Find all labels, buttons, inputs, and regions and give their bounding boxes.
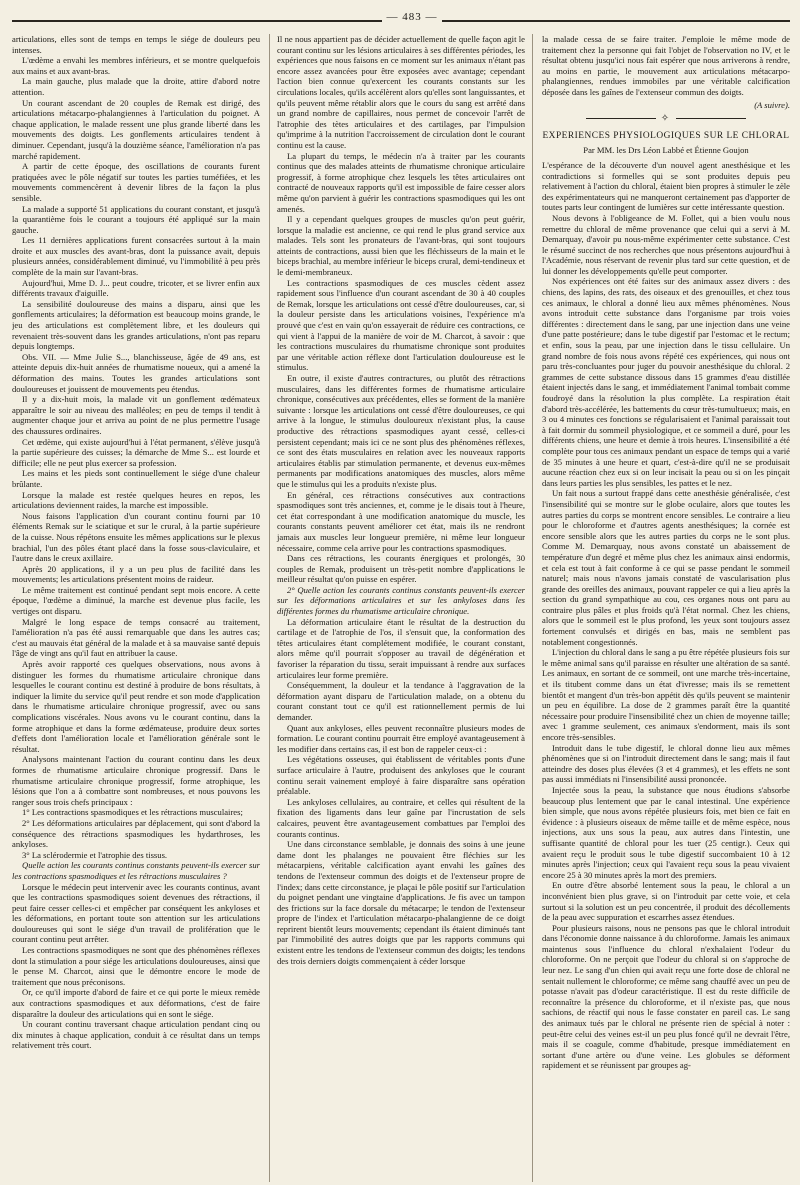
paragraph: La sensibilité douloureuse des mains a disparu, ainsi que les gonflements articulaires; la déformation est beaucoup moins grande, le jeu des articulations est complètement libre, et les douleurs qui revenaient très-souvent dans les grandes articulations, n'ont pas reparu depuis longtemps. — [12, 298, 260, 352]
paragraph: Malgré le long espace de temps consacré au traitement, l'amélioration n'a pas été aussi remarquable que dans les autres cas; c'est au mauvais état général de la malade et à sa mauvaise santé depuis l'âge de vingt ans qu'il faut en attribuer la cause. — [12, 616, 260, 659]
paragraph: Aujourd'hui, Mme D. J... peut coudre, tricoter, et se livrer enfin aux différents travaux d'aiguille. — [12, 277, 260, 299]
paragraph: Il ne nous appartient pas de décider actuellement de quelle façon agit le courant continu sur les lésions articulaires à ses différentes périodes, les expériences que nous faisons en ce moment sur les animaux n'étant pas encore assez avancées pour être exposées avec avantage; cependant l'action bien connue qu'exercent les courants constants sur les circulations locales, qu'ils accélèrent alors qu'elles sont languissantes, et qu'ils peuvent même rétablir alors que le cours du sang est arrêté dans un grand nombre de capillaires, nous permet de concevoir l'arrêt de l'atrophie des tètes articulaires et des cartilages, par l'impulsion qu'imprime à la nutrition l'accroissement de circulation dont le courant continu est la cause. — [277, 34, 525, 150]
paragraph: Obs. VII. — Mme Julie S..., blanchisseuse, âgée de 49 ans, est atteinte depuis dix-huit années de rhumatisme noueux, qui a amené la déformation des mains. Toutes les grandes articulations sont douloureuses et jouissent de mouvements peu étendus. — [12, 351, 260, 394]
paragraph: L'espérance de la découverte d'un nouvel agent anesthésique et les contradictions si formelles qui se sont produites depuis peu relativement à l'action du chloral, étaient bien propres à stimuler le zèle des expérimentateurs qui ne manqueront certainement pas d'apporter de toutes parts leur contingent de lumières sur cette intéressante question. — [542, 159, 790, 213]
paragraph: 3° La sclérodermie et l'atrophie des tissus. — [22, 849, 168, 860]
paragraph: Il y a dix-huit mois, la malade vit un gonflement œdémateux apparaître le soir au niveau des malléoles; en peu de temps il tendit à augmenter chaque jour et arriva au point de ne plus permettre l'usage des chaussures ordinaires. — [12, 394, 260, 436]
paragraph: 2° Les déformations articulaires par déplacement, qui sont d'abord la conséquence des rétractions spasmodiques les hydarthroses, les ankyloses. — [12, 817, 260, 850]
to-be-continued: (A suivre). — [754, 99, 790, 110]
paragraph: L'injection du chloral dans le sang a pu être répétée plusieurs fois sur le même animal sans qu'il paraisse en résulter une altération de sa santé. Les animaux, en sortant de ce sommeil, ont une marche très-incertaine, et ils titubent comme dans un état d'ivresse; mais ils se remettent bientôt et mangent d'un très-bon appétit dès qu'ils peuvent se maintenir un peu en équilibre. La dose de 2 grammes paraît être la quantité nécessaire pour produire l'insensibilité chez un chien de moyenne taille; avec 1 gramme seulement, ces animaux s'endorment, mais ils sont encore très-sensibles. — [542, 647, 790, 742]
paragraph: Les ankyloses cellulaires, au contraire, et celles qui résultent de la fixation des ligaments dans leur gaîne par l'incrustation de sels calcaires, peuvent être avantageusement combattues par l'emploi des courants continus. — [277, 796, 525, 839]
paragraph: Il y a cependant quelques groupes de muscles qu'on peut guérir, lorsque la maladie est ancienne, ce qui rend le plus grand service aux malades. Tels sont les pronateurs de l'avant-bras, qui sont toujours atteints de contractions, aussi bien que les fléchisseurs de la main et le biceps brachial, au membre inférieur le biceps crural, demi-tendineux et le demi-membraneux. — [277, 214, 525, 278]
paragraph: Lorsque la malade est restée quelques heures en repos, les articulations deviennent raides, la marche est impossible. — [12, 489, 260, 511]
paragraph: Le même traitement est continué pendant sept mois encore. A cette époque, l'œdème a diminué, la marche est devenue plus facile, les vertiges ont disparu. — [12, 584, 260, 617]
page-header — [12, 8, 790, 34]
paragraph: Pour plusieurs raisons, nous ne pensons pas que le chloral introduit dans l'économie donne naissance à du chloroforme. Jamais les animaux maintenus sous l'influence du chloral n'exhalaient l'odeur du chloroforme. On ne perçoit que l'odeur du chloral si on s'approche de leur nez. Le sang d'un chien qui avait reçu une forte dose de chloral ne sentait nullement le chloroforme; ce même sang chauffé avec un peu de potasse n'avait pas d'odeur caractéristique. Il est du reste difficile de reconnaître la présence du chloroforme, et il n'existe pas, que nous sachions, de réactif qui nous le fasse constater en pareil cas. Le sang des animaux tués par le chloral ne présente rien de spécial à noter : peut-être celui des veines est-il un peu plus foncé qu'il ne devrait l'être, mais il se coagule, comme d'habitude, presque immédiatement en sortant d'une artère ou d'une veine. Les globules se déforment rapidement et se réunissent par groupes ag- — [542, 922, 790, 1071]
paragraph: En général, ces rétractions consécutives aux contractions spasmodiques sont très anciennes, et, comme je le disais tout à l'heure, cet état correspondant à une modification anatomique du muscle, les courants constants peuvent améliorer cet état, mais ils ne rendront jamais aux muscles leur longueur première, ni même leur longueur nécessaire, comme cela arrive pour les contractions spasmodiques. — [277, 489, 525, 553]
paragraph: 1° Les contractions spasmodiques et les rétractions musculaires; — [22, 807, 243, 818]
paragraph: articulations, elles sont de temps en temps le siége de douleurs peu intenses. — [12, 34, 260, 55]
column-left — [12, 34, 260, 1182]
column-right — [542, 34, 790, 1182]
paragraph: Nous faisons l'application d'un courant continu fourni par 10 éléments Remak sur le sciatique et sur le crural, à la partie supérieure de la cuisse. Nous répétons ensuite les mêmes applications sur le plexus brachial, l'un des pôles étant placé dans la fosse sous-claviculaire, et l'autre dans le creux axillaire. — [12, 510, 260, 564]
header-rule-right — [442, 20, 790, 22]
paragraph: Une dans circonstance semblable, je donnais des soins à une jeune dame dont les phalanges ne pouvaient être fléchies sur les métacarpiens, véritable calcification ayant envahi les gaînes des tendons de l'extenseur commun des doigts et de l'extenseur propre de l'index; dans cette circonstance, je plaçai le pôle positif sur l'articulation du poignet pendant une vingtaine d'applications. Je fis avec un tampon des frictions sur la face dorsale du métacarpe; le tendon de l'extenseur propre de l'index et l'articulation métacarpo-phalangienne de ce doigt reprirent bientôt leurs mouvements; cependant ils étaient diminués tant par l'immobilité des autres doigts que par les rapports communs qui existent entre les tendons de l'extenseur commun des doigts; les tendons des trois derniers doigts commençaient à céder lorsque — [277, 839, 525, 966]
article-authors: Par MM. les Drs Léon Labbé et Étienne Goujon — [583, 145, 749, 156]
paragraph: Un fait nous a surtout frappé dans cette anesthésie généralisée, c'est l'insensibilité qui se montre sur le globe oculaire, alors que toutes les autres parties du corps se montrent encore sensibles. Le contraire a lieu pour le chloroforme et d'autres agents anesthésiques; la cornée est encore sensible alors que les autres parties du corps ne le sont plus. Comme M. Demarquay, nous avons constaté un abaissement de température d'un degré et même plus chez les animaux ainsi endormis, et cela est tout à fait conforme à ce qui se passe pendant le sommeil naturel; mais nous n'avons jamais constaté de vascularisation plus grande des oreilles des animaux, pouvant rappeler ce qui a lieu après la section du grand sympathique au cou, ces organes nous ont paru au contraire plus pâles et plus froids qu'à l'état normal. Chez les chiens, alors que le sommeil est le plus profond, les yeux sont toujours assez fortement convulsés et dirigés en bas, mais ne semblent pas notablement congestionnés. — [542, 488, 790, 647]
paragraph: Les contractions spasmodiques ne sont que des phénomènes réflexes dont la stimulation a pour siége les articulations douloureuses, ainsi que le pense M. Charcot, ainsi que le démontre encore le mode de traitement que nous préconisons. — [12, 945, 260, 987]
paragraph: 2° Quelle action les courants continus constants peuvent-ils exercer sur les déformations articulaires et sur les ankyloses dans les différentes formes du rhumatisme articulaire chronique. — [277, 584, 525, 617]
header-rule-left — [12, 20, 382, 22]
paragraph: Dans ces rétractions, les courants énergiques et prolongés, 30 couples de Remak, produisent un très-petit nombre d'applications le meilleur résultat qu'on puisse en espérer. — [277, 553, 525, 585]
paragraph: Nos expériences ont été faites sur des animaux assez divers : des chiens, des lapins, des rats, des oiseaux et des grenouilles, et chez tous ces animaux, le chloral a donné lieu aux mêmes phénomènes. Nous avons introduit cette substance dans l'organisme par trois voies différentes : directement dans le sang, par une injection dans une veine d'une patte postérieure; dans le tube digestif par l'estomac et le rectum; et enfin, sous la peau, par une injection dans le tissu cellulaire. Un grand nombre de fois nous avons répété ces expériences, qui nous ont paru très-concluantes pour juger du pouvoir anesthésique du chloral. 2 grammes de cette substance dissous dans 15 grammes d'eau distillée étaient injectés dans le sang, et immédiatement l'animal tombait comme foudroyé dans la résolution la plus complète. La respiration était d'abord très-accélérée, les battements du cœur très-tumultueux; mais, en 3 ou 4 minutes ces fonctions se régularisaient et l'animal paraissait tout à fait dormir du sommeil physiologique, et ce sommeil a duré, pour les différents chiens, une heure et demie à trois heures. L'insensibilité a été complète pour tous ces animaux pendant un espace de temps qui a varié de 35 minutes à une heure et quart, c'est-à-dire qu'il ne se produisait aucune réaction chez eux si on leur incisait la peau ou si on les pinçait dans leurs parties les plus sensibles, les pattes et le nez. — [542, 276, 790, 488]
paragraph: Les mains et les pieds sont continuellement le siége d'une chaleur brûlante. — [12, 468, 260, 489]
paragraph: Conséquemment, la douleur et la tendance à l'aggravation de la déformation ayant disparu de l'articulation malade, on a obtenu du courant constant tout ce qu'il est rationnellement permis de lui demander. — [277, 680, 525, 722]
text-columns — [12, 34, 790, 1182]
column-middle — [269, 34, 533, 1182]
paragraph: Quant aux ankyloses, elles peuvent reconnaître plusieurs modes de formation. Le courant continu pourrait être employé avantageusement à les modifier dans certains cas, il est bon de rappeler ceux-ci : — [277, 722, 525, 754]
paragraph: Analysons maintenant l'action du courant continu dans les deux formes de rhumatisme articulaire chronique progressif. Dans le rhumatisme articulaire chronique progressif, forme atrophique, les lésions que l'on a à combattre sont nombreuses, et nous pouvons les ranger sous trois chefs principaux : — [12, 754, 260, 807]
paragraph: Les 11 dernières applications furent consacrées surtout à la main droite et aux muscles des avant-bras, dont la puissance avait, depuis plusieurs années, considérablement diminué, vu l'immobilité à peu près complète de la main sur l'avant-bras. — [12, 235, 260, 278]
paragraph: Quelle action les courants continus constants peuvent-ils exercer sur les contractions spasmodiques et les rétractions musculaires ? — [12, 860, 260, 881]
article-title: EXPERIENCES PHYSIOLOGIQUES SUR LE CHLORAL — [542, 130, 790, 141]
paragraph: Après 20 applications, il y a un peu plus de facilité dans les mouvements; les articulations présentent moins de raideur. — [12, 563, 260, 585]
paragraph: Introduit dans le tube digestif, le chloral donne lieu aux mêmes phénomènes que si on l'introduit directement dans le sang; mais il faut atteindre des doses plus élevées (3 et 4 grammes), et les effets ne sont pas aussi immédiats ni l'insensibilité aussi prononcée. — [542, 742, 790, 785]
paragraph: En outre, il existe d'autres contractures, ou plutôt des rétractions musculaires, dans les différentes formes de rhumatisme articulaire chronique, consécutives aux précédentes, elles se forment de la manière suivante : lorsque les articulations ont cessé d'être douloureuses, ce qui arrive à la longue, le stimulus douloureux n'existant plus, la cause productive des rétractions spasmodiques ayant cessé, celles-ci persistent cependant; mais ici ce ne sont plus des phénomènes réflexes, ce sont des états musculaires en relation avec les nouveaux rapports articulaires établis par stimulation permanente, et devenus eux-mêmes permanents par modifications anatomiques des muscles, alors même que le stimulus qui les a produits n'existe plus. — [277, 373, 525, 489]
section-ornament: ✧ — [542, 114, 790, 125]
paragraph: Un courant ascendant de 20 couples de Remak est dirigé, des articulations métacarpo-phalangiennes à l'articulation du poignet. A chaque application, le malade ressent une plus grande liberté dans les mouvements des doigts. Les gonflements articulaires tendent à diminuer. Cependant, jusqu'à la douzième séance, l'amélioration n'a pas marché rapidement. — [12, 97, 260, 161]
paragraph: la malade cessa de se faire traiter. J'emploie le même mode de traitement chez la personne qui fait l'objet de l'observation no IV, et le résultat obtenu jusqu'ici nous fait espérer que nous arriverons à rendre, au moins en partie, le mouvement aux articulations métacarpo-phalangiennes, rendues immobiles par une véritable calcification déposée dans les gaînes de l'extenseur commun des doigts. — [542, 34, 790, 97]
paragraph: L'œdème a envahi les membres inférieurs, et se montre quelquefois aux mains et aux avant-bras. — [12, 55, 260, 76]
paragraph: La malade a supporté 51 applications du courant constant, et jusqu'à la quarantième fois le courant a toujours été appliqué sur la main gauche. — [12, 203, 260, 235]
paragraph: Les végétations osseuses, qui établissent de véritables ponts d'une surface articulaire à l'autre, produisent des ankyloses que le courant continu serait vainement employé à faire disparaître sans opération préalable. — [277, 754, 525, 797]
paragraph: En outre d'être absorbé lentement sous la peau, le chloral a un inconvénient bien plus grave, si on l'introduit par cette voie, et cela surtout si la solution est un peu concentrée, il produit des décollements de la peau avec suppuration et escarrhes assez étendues. — [542, 880, 790, 923]
paragraph: Injectée sous la peau, la substance que nous étudions s'absorbe beaucoup plus lentement que par le canal intestinal. Une expérience bien simple, que nous avons répétée plusieurs fois, met bien ce fait en évidence : à plusieurs oiseaux de même taille et de même espèce, nous injections, aux uns sous la peau, aux autres dans l'intestin, une suffisante quantité de chloral pour les tuer (25 centigr.). Ceux qui avaient reçu le produit sous le tube digestif succombaient 10 à 12 minutes après l'injection; ceux qui l'avaient reçu sous la peau vivaient encore 25 à 30 minutes après la mort des premiers. — [542, 784, 790, 880]
paragraph: Lorsque le médecin peut intervenir avec les courants continus, avant que les contractions spasmodiques soient devenues des rétractions, il peut faire cesser celles-ci et empêcher par conséquent les ankyloses et les déformations, en portant toute son attention sur les articulations douloureuses qui sont le siége d'un travail de prolifération que le courant continu peut arrêter. — [12, 881, 260, 945]
paragraph: La déformation articulaire étant le résultat de la destruction du cartilage et de l'atrophie de l'os, il s'ensuit que, la conformation des têtes articulaires étant complétement modifiée, le courant constant, alors même qu'il pourrait s'opposer au travail de dégénération et favoriser la réparation du tissu, serait impuissant à rendre aux surfaces articulaires leur forme première. — [277, 616, 525, 680]
paragraph: Cet œdème, qui existe aujourd'hui à l'état permanent, s'élève jusqu'à la partie supérieure des cuisses; la démarche de Mme S... est lourde et difficile; elle ne peut plus exercer sa profession. — [12, 436, 260, 468]
page-number: — 483 — — [386, 11, 438, 23]
paragraph: La main gauche, plus malade que la droite, attire d'abord notre attention. — [12, 76, 260, 97]
paragraph: Les contractions spasmodiques de ces muscles cèdent assez rapidement sous l'influence d'un courant ascendant de 30 à 40 couples de Remak, lorsque les articulations ont cessé d'être douloureuses, car, si la douleur persiste dans les articulations voisines, l'expérience m'a prouvé que c'est en vain qu'on essayerait de réduire ces contractions, ce qui vient à l'appui de la manière de voir de M. Charcot, à savoir : que les contractions musculaires du rhumatisme chronique sont produites par une véritable action réflexe dont l'articulation douloureuse est le stimulus. — [277, 277, 525, 373]
right-intro — [542, 34, 790, 98]
paragraph: La plupart du temps, le médecin n'a à traiter par les courants continus que des malades atteints de rhumatisme chronique articulaire progressif, à forme atrophique chez lesquels les têtes articulaires ont contracté de nouveaux rapports qu'il est impossible de faire cesser alors même qu'on parvient à guérir les contractions spasmodiques qui les ont amenés. — [277, 150, 525, 214]
paragraph: Or, ce qu'il importe d'abord de faire et ce qui porte le mieux remède aux contractions spasmodiques et aux déformations, c'est de faire disparaître la douleur des articulations qui en sont le siége. — [12, 987, 260, 1019]
article-body — [542, 160, 790, 1071]
paragraph: Après avoir rapporté ces quelques observations, nous avons à distinguer les formes du rhumatisme articulaire chronique dans lesquelles le courant continu est destiné à produire de bons résultats, à indiquer la limite du service qu'il peut rendre et son mode d'application dans le rhumatisme articulaire chronique progressif, avec ou sans complications viscérales. Nous avons vu le courant continu, dans la forme atrophique et dans la forme œdémateuse, produire deux sortes d'effets dont l'amélioration locale et l'amélioration générale sont le résultat. — [12, 659, 260, 754]
paragraph: Un courant continu traversant chaque articulation pendant cinq ou dix minutes à chaque application, conduit à ce résultat dans un temps relativement très court. — [12, 1019, 260, 1051]
paragraph: A partir de cette époque, des oscillations de courants furent pratiquées avec le pôle négatif sur toutes les parties tuméfiées, et les mouvements commencèrent à devenir libres de la façon la plus sensible. — [12, 161, 260, 203]
paragraph: Nous devons à l'obligeance de M. Follet, qui a bien voulu nous remettre du chloral de même provenance que celui qui a servi à M. Demarquay, d'avoir pu nous-même expérimenter cette substance. C'est le résumé succinct de nos recherches que nous présentons aujourd'hui à l'Académie, nous réservant de revenir plus tard sur cette question, et de lui donner les développements qu'elle peut comporter. — [542, 212, 790, 276]
